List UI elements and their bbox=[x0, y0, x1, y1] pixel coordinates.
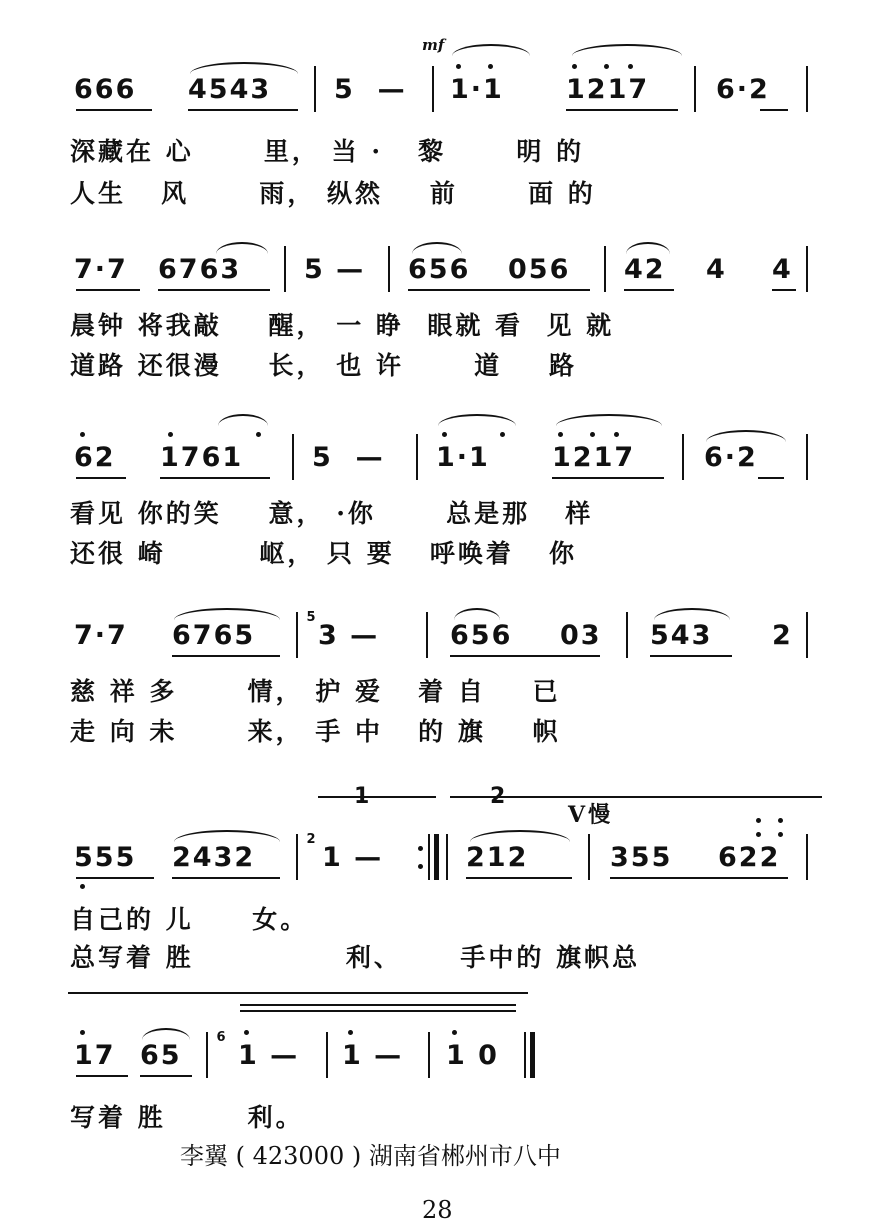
underline bbox=[76, 1075, 128, 1077]
underline bbox=[76, 109, 152, 111]
note-group: 1 — bbox=[342, 1040, 404, 1071]
note-group: 4 bbox=[706, 254, 727, 285]
barline bbox=[524, 1032, 526, 1078]
slur bbox=[454, 608, 500, 620]
octave-dot bbox=[256, 432, 261, 437]
barline bbox=[284, 246, 286, 292]
note-group: 7·7 bbox=[74, 254, 128, 285]
slur bbox=[174, 830, 280, 842]
octave-dot bbox=[572, 64, 577, 69]
octave-dot bbox=[614, 432, 619, 437]
barline bbox=[806, 834, 808, 880]
score-row-5 bbox=[0, 784, 871, 972]
underline bbox=[172, 877, 280, 879]
underline bbox=[408, 289, 590, 291]
barline bbox=[806, 612, 808, 658]
page-number: 28 bbox=[422, 1196, 453, 1224]
note-group: 65 bbox=[140, 1040, 182, 1071]
barline bbox=[416, 434, 418, 480]
lyrics-verse-1: 晨钟 将我敲 醒， 一 睁 眼就 看 见 就 bbox=[70, 311, 615, 340]
tie bbox=[240, 1004, 516, 1006]
slur bbox=[572, 44, 682, 56]
note-group: 4 bbox=[772, 254, 793, 285]
note-group: 3 — bbox=[318, 620, 380, 651]
dynamics-mark: mf bbox=[422, 36, 445, 54]
grace-note: 5 bbox=[306, 610, 316, 625]
underline bbox=[650, 655, 732, 657]
grace-note: 2 bbox=[306, 832, 316, 847]
octave-dot bbox=[452, 1030, 457, 1035]
underline bbox=[760, 109, 788, 111]
note-group: 1 — bbox=[322, 842, 384, 873]
note-group: 355 bbox=[610, 842, 673, 873]
lyrics-verse-2: 走 向 未 来， 手 中 的 旗 帜 bbox=[70, 717, 561, 746]
lyrics-verse-2: 人生 风 雨， 纵然 前 面 的 bbox=[70, 179, 596, 208]
note-group: 1·1 bbox=[436, 442, 490, 473]
note-group: 7·7 bbox=[74, 620, 128, 651]
barline bbox=[388, 246, 390, 292]
underline bbox=[772, 289, 796, 291]
barline bbox=[326, 1032, 328, 1078]
octave-dot bbox=[348, 1030, 353, 1035]
note-group: 17 bbox=[74, 1040, 116, 1071]
octave-dot bbox=[244, 1030, 249, 1035]
note-group: 5 — bbox=[304, 254, 366, 285]
lyrics-verse-1: 慈 祥 多 情， 护 爱 着 自 已 bbox=[70, 677, 561, 706]
final-barline bbox=[530, 1032, 535, 1078]
barline bbox=[588, 834, 590, 880]
lyrics-verse-2: 还很 崎 岖， 只 要 呼唤着 你 bbox=[70, 539, 577, 568]
underline bbox=[566, 109, 678, 111]
slur bbox=[412, 242, 462, 254]
octave-dot bbox=[80, 432, 85, 437]
note-group: 2432 bbox=[172, 842, 256, 873]
lyrics-verse-1: 看见 你的笑 意， ·你 总是那 样 bbox=[70, 499, 594, 528]
slur bbox=[470, 830, 570, 842]
author-credit: 李翼 ( 423000 ) 湖南省郴州市八中 bbox=[180, 1142, 561, 1170]
note-group: 212 bbox=[466, 842, 529, 873]
slur bbox=[626, 242, 670, 254]
score-row-6 bbox=[0, 1030, 871, 1132]
slur bbox=[438, 414, 516, 426]
octave-dot bbox=[628, 64, 633, 69]
barline bbox=[206, 1032, 208, 1078]
note-group: 1 0 bbox=[446, 1040, 499, 1071]
octave-dot bbox=[558, 432, 563, 437]
underline bbox=[76, 289, 140, 291]
volta-bracket-2 bbox=[450, 796, 822, 798]
octave-dot bbox=[500, 432, 505, 437]
slur bbox=[706, 430, 786, 442]
octave-dot bbox=[590, 432, 595, 437]
volta-bracket-1 bbox=[318, 796, 436, 798]
note-group: 5 — bbox=[334, 74, 407, 105]
note-group: 1 — bbox=[238, 1040, 300, 1071]
underline bbox=[76, 877, 154, 879]
barline bbox=[694, 66, 696, 112]
octave-dot bbox=[488, 64, 493, 69]
barline bbox=[296, 834, 298, 880]
barline bbox=[806, 434, 808, 480]
barline bbox=[296, 612, 298, 658]
note-group: 1217 bbox=[552, 442, 636, 473]
barline bbox=[428, 834, 430, 880]
note-group: 555 bbox=[74, 842, 137, 873]
note-group: 056 bbox=[508, 254, 571, 285]
note-group: 656 bbox=[450, 620, 513, 651]
score-row-4 bbox=[0, 610, 871, 750]
note-group: 42 bbox=[624, 254, 666, 285]
slur bbox=[174, 608, 280, 620]
volta-1-label: 1 bbox=[354, 784, 370, 809]
octave-dot bbox=[778, 832, 783, 837]
underline bbox=[624, 289, 674, 291]
underline bbox=[188, 109, 298, 111]
octave-dot bbox=[456, 64, 461, 69]
octave-dot bbox=[604, 64, 609, 69]
barline bbox=[292, 434, 294, 480]
octave-dot bbox=[756, 832, 761, 837]
score-row-2 bbox=[0, 254, 871, 384]
lyrics-verse-1: 自己的 儿 女。 bbox=[70, 905, 309, 934]
repeat-barline bbox=[434, 834, 439, 880]
slur bbox=[218, 414, 268, 426]
barline bbox=[428, 1032, 430, 1078]
note-group: 1761 bbox=[160, 442, 244, 473]
lyrics-verse-1: 写着 胜 利。 bbox=[70, 1103, 304, 1132]
underline bbox=[552, 477, 664, 479]
octave-dot bbox=[80, 884, 85, 889]
underline bbox=[172, 655, 280, 657]
volta-2-label: 2 bbox=[490, 784, 506, 809]
barline bbox=[626, 612, 628, 658]
note-group: 2 bbox=[772, 620, 793, 651]
long-slur bbox=[68, 992, 528, 994]
underline bbox=[450, 655, 600, 657]
note-group: 6763 bbox=[158, 254, 242, 285]
octave-dot bbox=[168, 432, 173, 437]
octave-dot bbox=[442, 432, 447, 437]
note-group: 6·2 bbox=[704, 442, 758, 473]
barline bbox=[806, 66, 808, 112]
note-group: 03 bbox=[560, 620, 602, 651]
octave-dot bbox=[756, 818, 761, 823]
note-group: 1·1 bbox=[450, 74, 504, 105]
underline bbox=[76, 477, 126, 479]
note-group: 666 bbox=[74, 74, 137, 105]
note-group: 622 bbox=[718, 842, 781, 873]
octave-dot bbox=[778, 818, 783, 823]
barline bbox=[682, 434, 684, 480]
repeat-dot bbox=[418, 864, 423, 869]
underline bbox=[160, 477, 270, 479]
slur bbox=[142, 1028, 190, 1040]
barline bbox=[432, 66, 434, 112]
lyrics-verse-1: 深藏在 心 里， 当 · 黎 明 的 bbox=[70, 137, 585, 166]
note-group: 543 bbox=[650, 620, 713, 651]
slur bbox=[452, 44, 530, 56]
underline bbox=[158, 289, 270, 291]
grace-note: 6 bbox=[216, 1030, 226, 1045]
lyrics-verse-2: 道路 还很漫 长， 也 许 道 路 bbox=[70, 351, 577, 380]
tie bbox=[240, 1010, 516, 1012]
underline bbox=[466, 877, 572, 879]
barline bbox=[446, 834, 448, 880]
score-row-3 bbox=[0, 442, 871, 572]
note-group: 656 bbox=[408, 254, 471, 285]
repeat-dot bbox=[418, 846, 423, 851]
barline bbox=[314, 66, 316, 112]
note-group: 5 — bbox=[312, 442, 385, 473]
note-group: 6765 bbox=[172, 620, 256, 651]
lyrics-verse-2: 总写着 胜 利、 手中的 旗帜总 bbox=[70, 943, 641, 972]
barline bbox=[426, 612, 428, 658]
underline bbox=[610, 877, 788, 879]
score-row-1 bbox=[0, 36, 871, 208]
slur bbox=[216, 242, 268, 254]
barline bbox=[806, 246, 808, 292]
slur bbox=[190, 62, 298, 74]
underline bbox=[758, 477, 784, 479]
note-group: 4543 bbox=[188, 74, 272, 105]
note-group: 6·2 bbox=[716, 74, 770, 105]
barline bbox=[604, 246, 606, 292]
slur bbox=[654, 608, 730, 620]
underline bbox=[140, 1075, 192, 1077]
note-group: 62 bbox=[74, 442, 116, 473]
tempo-mark: V慢 bbox=[568, 802, 614, 828]
note-group: 1217 bbox=[566, 74, 650, 105]
slur bbox=[556, 414, 662, 426]
octave-dot bbox=[80, 1030, 85, 1035]
